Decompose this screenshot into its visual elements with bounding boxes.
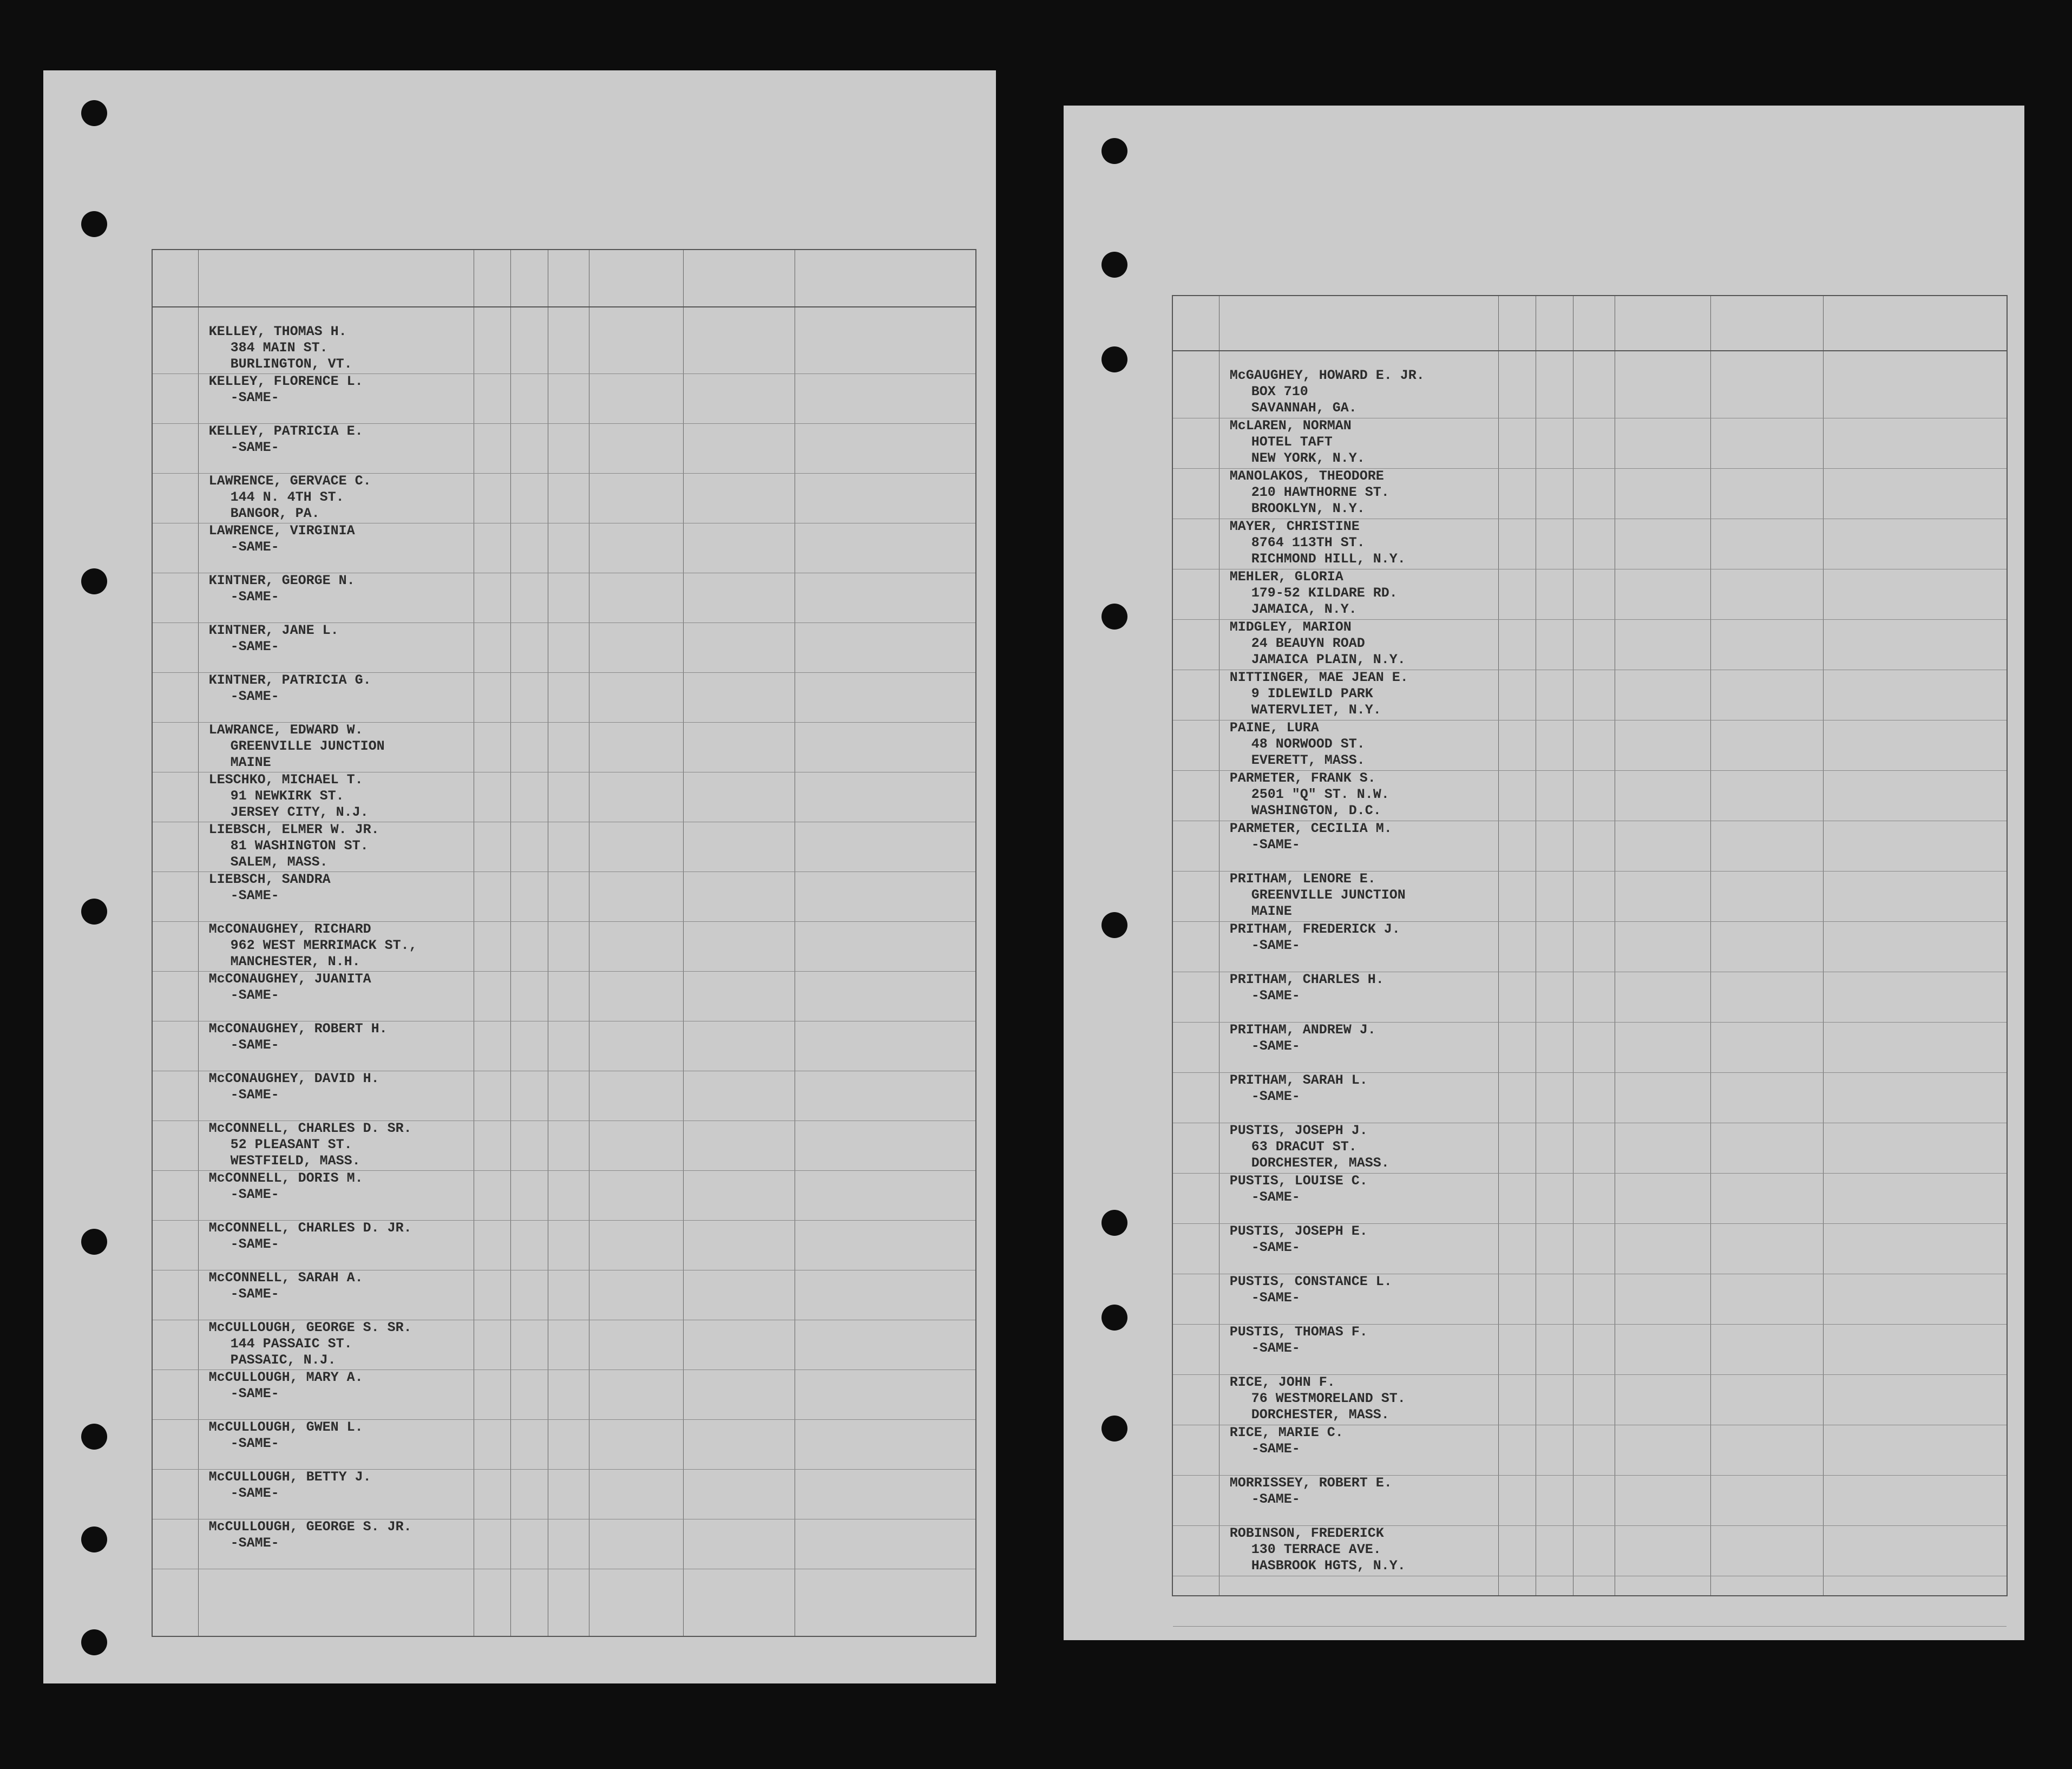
passenger-address-line: -SAME- [1251,988,1300,1004]
passenger-entry [209,1121,412,1169]
passenger-entry [209,872,331,904]
passenger-name: McCONNELL, SARAH A. [208,1270,363,1286]
passenger-address-line: -SAME- [1251,1491,1300,1507]
passenger-address-line: -SAME- [230,888,279,903]
passenger-address-line: WESTFIELD, MASS. [230,1153,360,1169]
punch-hole [1101,912,1127,938]
passenger-address-line: MAINE [230,755,271,770]
passenger-name: McCONNELL, DORIS M. [208,1170,363,1186]
passenger-address-line: 384 MAIN ST. [230,340,328,356]
passenger-name: RICE, JOHN F. [1229,1374,1335,1390]
passenger-address-line: 91 NEWKIRK ST. [230,788,344,804]
passenger-entry [209,1419,363,1452]
passenger-name: PRITHAM, ANDREW J. [1229,1022,1376,1038]
passenger-entry [1230,921,1400,954]
passenger-address-line: WATERVLIET, N.Y. [1251,702,1381,718]
passenger-address-line: 962 WEST MERRIMACK ST., [230,938,417,953]
passenger-address-line: -SAME- [230,1187,279,1202]
passenger-entry [1230,1475,1392,1508]
passenger-address-line: -SAME- [230,987,279,1003]
passenger-address-line: GREENVILLE JUNCTION [1251,887,1406,903]
passenger-entry [209,1270,363,1302]
passenger-name: McCULLOUGH, GWEN L. [208,1419,363,1435]
passenger-name: PUSTIS, THOMAS F. [1229,1324,1368,1340]
passenger-entry [1230,519,1406,567]
passenger-address-line: -SAME- [230,639,279,654]
passenger-address-line: -SAME- [230,1236,279,1252]
passenger-address-line: PASSAIC, N.J. [230,1352,336,1368]
passenger-name: MIDGLEY, MARION [1229,619,1352,635]
column-divider [198,250,199,1636]
passenger-entry [1230,821,1392,853]
passenger-address-line: 63 DRACUT ST. [1251,1139,1357,1155]
passenger-name: PRITHAM, CHARLES H. [1229,972,1384,987]
passenger-address-line: JAMAICA, N.Y. [1251,601,1357,617]
passenger-name: PARMETER, CECILIA M. [1229,821,1392,836]
passenger-entry [209,1021,388,1053]
passenger-address-line: 8764 113TH ST. [1251,535,1365,551]
punch-hole [81,100,107,126]
passenger-name: McCONNELL, CHARLES D. SR. [208,1121,412,1136]
passenger-entry [209,1170,363,1203]
passenger-entry [209,1220,412,1253]
passenger-name: RICE, MARIE C. [1229,1425,1343,1440]
passenger-name: McGAUGHEY, HOWARD E. JR. [1229,368,1425,383]
passenger-name: PRITHAM, LENORE E. [1229,871,1376,887]
passenger-entry [209,573,355,605]
punch-hole [1101,1305,1127,1331]
passenger-address-line: -SAME- [1251,938,1300,953]
punch-hole [81,899,107,925]
punch-hole [81,1526,107,1552]
punch-hole [1101,138,1127,164]
passenger-entry [209,473,371,522]
passenger-entry [1230,670,1408,718]
passenger-entry [209,324,352,372]
passenger-address-line: 144 PASSAIC ST. [230,1336,352,1352]
passenger-address-line: 9 IDLEWILD PARK [1251,686,1373,702]
passenger-name: McCONAUGHEY, JUANITA [208,971,371,987]
passenger-name: LAWRANCE, EDWARD W. [208,722,363,738]
passenger-entry [1230,972,1384,1004]
passenger-name: PUSTIS, JOSEPH E. [1229,1223,1368,1239]
passenger-address-line: 52 PLEASANT ST. [230,1137,352,1152]
passenger-address-line: -SAME- [1251,1340,1300,1356]
manifest-table [152,249,976,1637]
passenger-address-line: 48 NORWOOD ST. [1251,736,1365,752]
passenger-address-line: -SAME- [1251,1240,1300,1255]
punch-hole [81,1424,107,1450]
passenger-name: PUSTIS, LOUISE C. [1229,1173,1368,1189]
passenger-entry [209,423,363,456]
passenger-name: PUSTIS, CONSTANCE L. [1229,1274,1392,1289]
punch-hole [81,1229,107,1255]
passenger-address-line: -SAME- [1251,1089,1300,1104]
punch-hole [1101,252,1127,278]
passenger-address-line: -SAME- [230,1037,279,1053]
passenger-name: LIEBSCH, ELMER W. JR. [208,822,379,837]
manifest-table [1172,295,2008,1596]
passenger-entry [209,623,339,655]
passenger-name: MEHLER, GLORIA [1229,569,1343,585]
passenger-address-line: -SAME- [230,1286,279,1302]
punch-hole [1101,346,1127,372]
passenger-entry [1230,720,1365,769]
manifest-sheet-right [1064,106,2024,1640]
passenger-name: ROBINSON, FREDERICK [1229,1525,1384,1541]
passenger-entry [1230,1022,1376,1054]
column-divider [1710,296,1711,1595]
passenger-address-line: HASBROOK HGTS, N.Y. [1251,1558,1406,1574]
passenger-entry [1230,1223,1368,1256]
passenger-name: McCONAUGHEY, RICHARD [208,921,371,937]
passenger-entry [1230,871,1406,920]
passenger-entry [1230,770,1389,819]
passenger-name: KELLEY, FLORENCE L. [208,374,363,389]
passenger-address-line: WASHINGTON, D.C. [1251,803,1381,818]
punch-hole [81,568,107,594]
passenger-address-line: -SAME- [1251,837,1300,853]
passenger-entry [209,722,385,771]
passenger-entry [209,1469,371,1502]
passenger-address-line: SAVANNAH, GA. [1251,400,1357,416]
column-divider [683,250,684,1636]
passenger-name: McCULLOUGH, MARY A. [208,1370,363,1385]
passenger-entry [1230,1374,1406,1423]
passenger-address-line: -SAME- [230,390,279,405]
passenger-address-line: 76 WESTMORELAND ST. [1251,1391,1406,1406]
passenger-name: McCONAUGHEY, ROBERT H. [208,1021,388,1037]
passenger-address-line: -SAME- [230,539,279,555]
passenger-name: LESCHKO, MICHAEL T. [208,772,363,788]
passenger-address-line: BURLINGTON, VT. [230,356,352,372]
passenger-address-line: GREENVILLE JUNCTION [230,738,385,754]
passenger-address-line: -SAME- [230,589,279,605]
passenger-address-line: 130 TERRACE AVE. [1251,1542,1381,1557]
passenger-address-line: JERSEY CITY, N.J. [230,804,369,820]
passenger-name: McCULLOUGH, GEORGE S. SR. [208,1320,412,1335]
passenger-name: McCULLOUGH, BETTY J. [208,1469,371,1485]
passenger-entry [209,672,371,705]
column-divider [1498,296,1499,1595]
passenger-name: MAYER, CHRISTINE [1229,519,1360,534]
punch-hole [1101,1210,1127,1236]
passenger-address-line: -SAME- [230,689,279,704]
passenger-entry [1230,1123,1389,1171]
passenger-name: KELLEY, THOMAS H. [208,324,347,339]
passenger-address-line: -SAME- [1251,1290,1300,1306]
passenger-name: McLAREN, NORMAN [1229,418,1352,434]
passenger-entry [209,822,379,870]
passenger-address-line: DORCHESTER, MASS. [1251,1155,1389,1171]
passenger-entry [209,374,363,406]
passenger-entry [209,1519,412,1551]
passenger-entry [1230,368,1425,416]
passenger-address-line: 179-52 KILDARE RD. [1251,585,1398,601]
passenger-entry [1230,418,1365,467]
passenger-name: MANOLAKOS, THEODORE [1229,468,1384,484]
passenger-entry [209,1370,363,1402]
passenger-name: KINTNER, JANE L. [208,623,339,638]
passenger-name: LAWRENCE, GERVACE C. [208,473,371,489]
passenger-entry [1230,569,1398,618]
column-divider [510,250,511,1636]
passenger-name: LAWRENCE, VIRGINIA [208,523,355,539]
passenger-entry [209,523,355,555]
passenger-entry [1230,1173,1368,1205]
passenger-entry [209,971,371,1004]
column-divider [1823,296,1824,1595]
passenger-address-line: DORCHESTER, MASS. [1251,1407,1389,1423]
passenger-address-line: -SAME- [230,1087,279,1103]
passenger-address-line: -SAME- [1251,1189,1300,1205]
passenger-name: PRITHAM, SARAH L. [1229,1072,1368,1088]
punch-hole [1101,1416,1127,1442]
row-divider [1173,1626,2007,1627]
passenger-address-line: HOTEL TAFT [1251,434,1333,450]
passenger-address-line: -SAME- [1251,1441,1300,1457]
passenger-entry [209,772,369,821]
passenger-entry [1230,1072,1368,1105]
header-divider [153,306,975,307]
passenger-address-line: MAINE [1251,903,1292,919]
passenger-address-line: BROOKLYN, N.Y. [1251,501,1365,516]
passenger-address-line: -SAME- [230,440,279,455]
passenger-entry [209,1071,379,1103]
passenger-address-line: SALEM, MASS. [230,854,328,870]
passenger-name: KELLEY, PATRICIA E. [208,423,363,439]
punch-hole [81,1629,107,1655]
passenger-address-line: BANGOR, PA. [230,506,320,521]
passenger-address-line: 81 WASHINGTON ST. [230,838,369,854]
passenger-address-line: 2501 "Q" ST. N.W. [1251,787,1389,802]
passenger-name: McCULLOUGH, GEORGE S. JR. [208,1519,412,1535]
passenger-entry [1230,1274,1392,1306]
passenger-address-line: -SAME- [1251,1038,1300,1054]
passenger-entry [1230,1324,1368,1357]
passenger-name: McCONAUGHEY, DAVID H. [208,1071,379,1086]
passenger-address-line: -SAME- [230,1535,279,1551]
passenger-entry [1230,619,1406,668]
passenger-address-line: -SAME- [230,1436,279,1451]
passenger-entry [1230,1425,1343,1457]
passenger-name: NITTINGER, MAE JEAN E. [1229,670,1408,685]
passenger-address-line: NEW YORK, N.Y. [1251,450,1365,466]
passenger-address-line: -SAME- [230,1485,279,1501]
passenger-entry [209,1320,412,1368]
passenger-name: PAINE, LURA [1229,720,1319,736]
passenger-address-line: 144 N. 4TH ST. [230,489,344,505]
passenger-address-line: BOX 710 [1251,384,1308,399]
passenger-entry [209,921,417,970]
passenger-address-line: JAMAICA PLAIN, N.Y. [1251,652,1406,667]
passenger-address-line: MANCHESTER, N.H. [230,954,360,969]
passenger-name: McCONNELL, CHARLES D. JR. [208,1220,412,1236]
passenger-address-line: RICHMOND HILL, N.Y. [1251,551,1406,567]
punch-hole [1101,604,1127,630]
passenger-address-line: -SAME- [230,1386,279,1401]
passenger-name: MORRISSEY, ROBERT E. [1229,1475,1392,1491]
passenger-name: PRITHAM, FREDERICK J. [1229,921,1400,937]
punch-hole [81,211,107,237]
passenger-name: KINTNER, GEORGE N. [208,573,355,588]
passenger-address-line: 24 BEAUYN ROAD [1251,635,1365,651]
passenger-address-line: 210 HAWTHORNE ST. [1251,484,1389,500]
passenger-address-line: EVERETT, MASS. [1251,752,1365,768]
passenger-name: PUSTIS, JOSEPH J. [1229,1123,1368,1138]
passenger-name: LIEBSCH, SANDRA [208,872,331,887]
passenger-name: KINTNER, PATRICIA G. [208,672,371,688]
header-divider [1173,350,2007,351]
manifest-sheet-left [43,70,996,1683]
passenger-entry [1230,1525,1406,1574]
passenger-name: PARMETER, FRANK S. [1229,770,1376,786]
passenger-entry [1230,468,1389,517]
